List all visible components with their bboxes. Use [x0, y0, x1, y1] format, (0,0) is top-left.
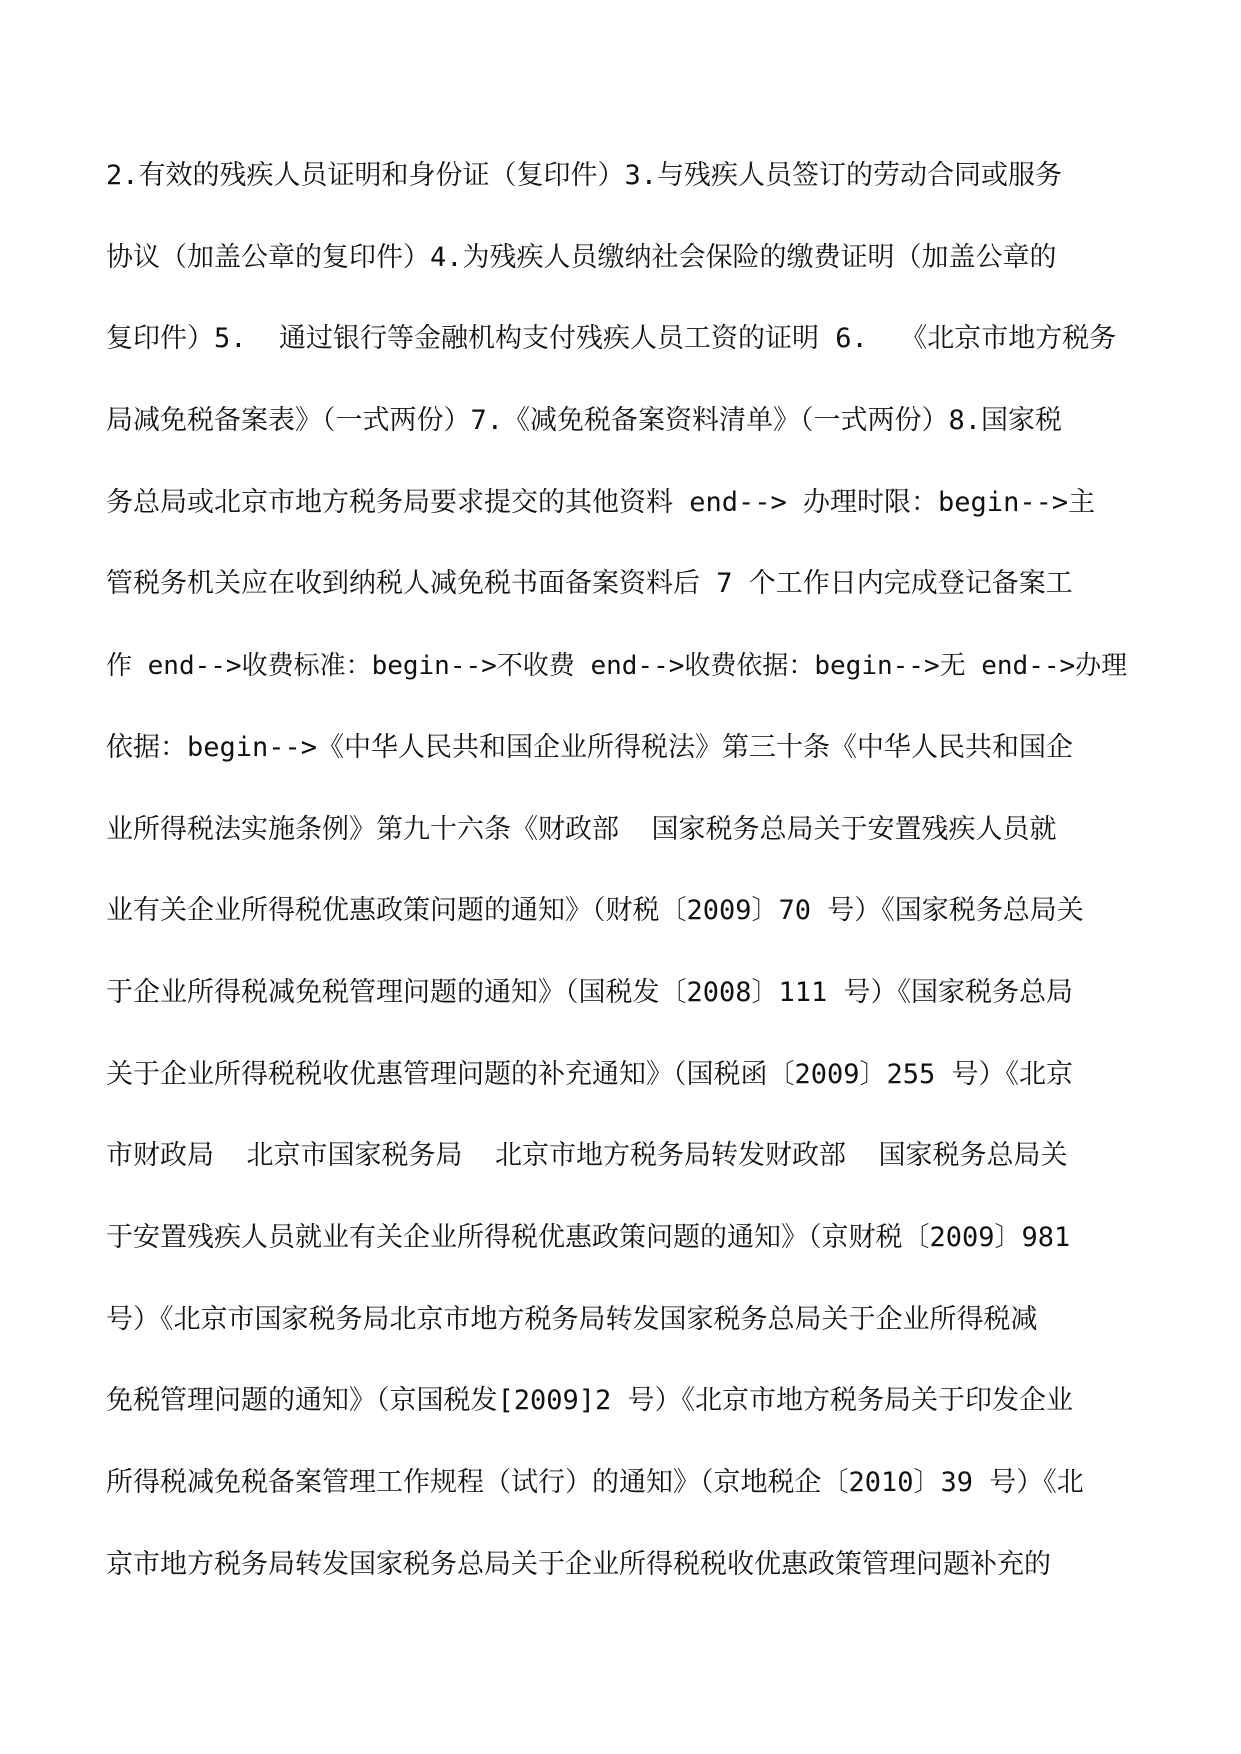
text-line: 复印件）5. 通过银行等金融机构支付残疾人员工资的证明 6. 《北京市地方税务 — [106, 323, 1117, 355]
text-line: 依据：begin-->《中华人民共和国企业所得税法》第三十条《中华人民共和国企 — [106, 731, 1074, 763]
text-line: 市财政局 北京市国家税务局 北京市地方税务局转发财政部 国家税务总局关 — [106, 1140, 1068, 1172]
text-line: 京市地方税务局转发国家税务总局关于企业所得税税收优惠政策管理问题补充的 — [106, 1548, 1051, 1580]
body-text — [106, 158, 1146, 1628]
text-line: 所得税减免税备案管理工作规程（试行）的通知》（京地税企〔2010〕39 号）《北 — [106, 1467, 1084, 1498]
text-line: 于企业所得税减免税管理问题的通知》（国税发〔2008〕111 号）《国家税务总局 — [106, 976, 1074, 1008]
text-line: 管税务机关应在收到纳税人减免税书面备案资料后 7 个工作日内完成登记备案工 — [106, 568, 1073, 600]
text-line: 免税管理问题的通知》（京国税发[2009]2 号）《北京市地方税务局关于印发企业 — [106, 1385, 1074, 1417]
text-line: 2.有效的残疾人员证明和身份证（复印件）3.与残疾人员签订的劳动合同或服务 — [106, 160, 1063, 191]
text-line: 务总局或北京市地方税务局要求提交的其他资料 end--> 办理时限：begin-->主 — [106, 486, 1096, 518]
text-line: 局减免税备案表》（一式两份）7.《减免税备案资料清单》（一式两份）8.国家税 — [106, 405, 1063, 437]
text-line: 业有关企业所得税优惠政策问题的通知》（财税〔2009〕70 号）《国家税务总局关 — [106, 895, 1084, 927]
text-line: 协议（加盖公章的复印件）4.为残疾人员缴纳社会保险的缴费证明（加盖公章的 — [106, 241, 1057, 273]
text-line: 号）《北京市国家税务局北京市地方税务局转发国家税务总局关于企业所得税减 — [106, 1303, 1038, 1335]
text-line: 于安置残疾人员就业有关企业所得税优惠政策问题的通知》（京财税〔2009〕981 — [106, 1221, 1071, 1253]
text-line: 业所得税法实施条例》第九十六条《财政部 国家税务总局关于安置残疾人员就 — [106, 813, 1057, 845]
text-line: 关于企业所得税税收优惠管理问题的补充通知》（国税函〔2009〕255 号）《北京 — [106, 1058, 1074, 1090]
text-line: 作 end-->收费标准：begin-->不收费 end-->收费依据：begin-->无 end-->办理 — [106, 651, 1128, 682]
